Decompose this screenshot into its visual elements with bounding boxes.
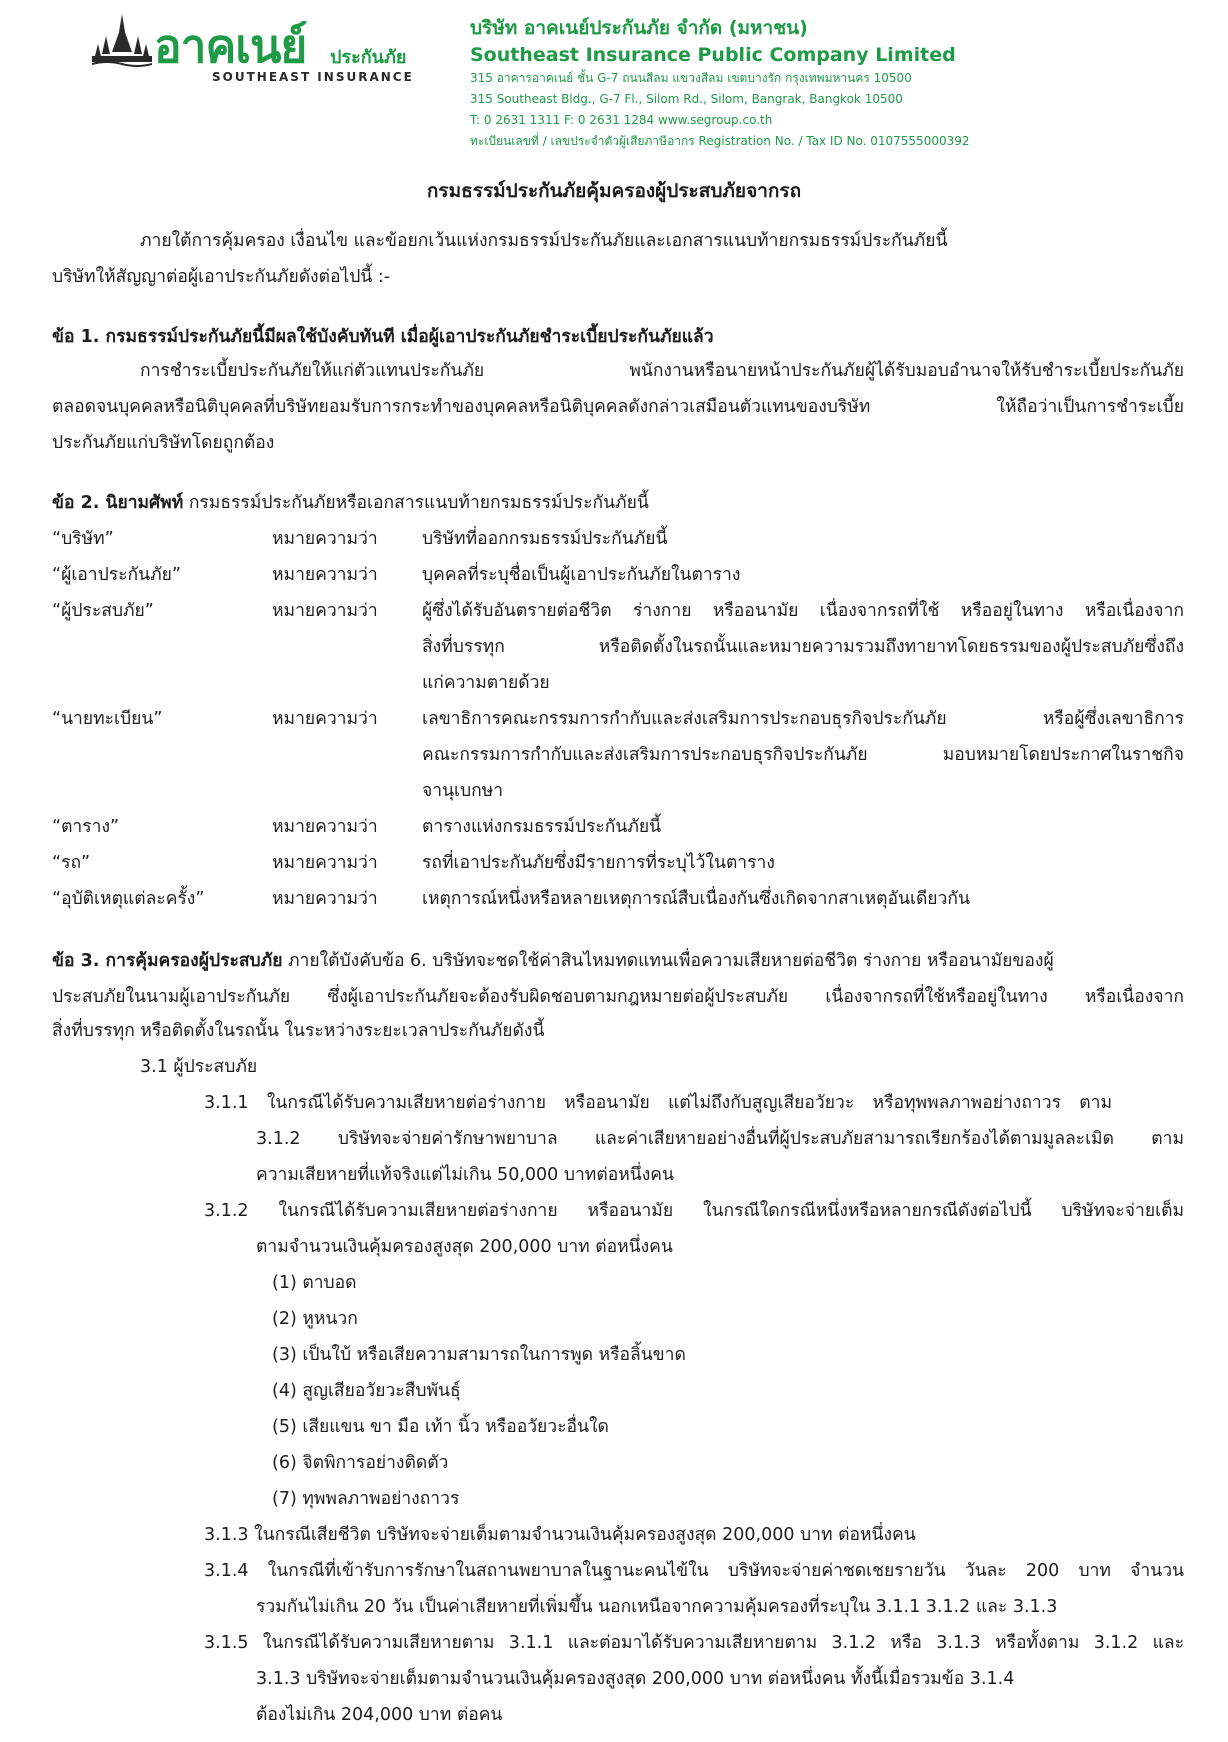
clause1-line: ประกันภัยแก่บริษัทโดยถูกต้อง: [52, 433, 275, 453]
definition-meaning-word: หมายความว่า: [272, 853, 378, 873]
definition-meaning-word: หมายความว่า: [272, 889, 378, 909]
list-item: (3) เป็นใบ้ หรือเสียความสามารถในการพูด หรือลิ้นขาด: [272, 1345, 686, 1365]
clause1-line: ตลอดจนบุคคลหรือนิติบุคคลที่บริษัทยอมรับการกระทำของบุคคลหรือนิติบุคคลดังกล่าวเสมือนตัวแทนของบริษัท ให้ถือว่าเป็นการชำระเบี้ย: [52, 397, 1184, 417]
clause3-heading-rest: ภายใต้บังคับข้อ 6. บริษัทจะชดใช้ค่าสินไหมทดแทนเพื่อความเสียหายต่อชีวิต ร่างกาย หรืออนามัยของผู้: [282, 951, 1054, 971]
logo-thai-text: อาคเนย์: [154, 19, 307, 73]
clause1-line: การชำระเบี้ยประกันภัยให้แก่ตัวแทนประกันภัย พนักงานหรือนายหน้าประกันภัยผู้ได้รับมอบอำนาจให้รับชำระเบี้ยประกันภัย: [140, 361, 1184, 381]
definition-term: “ผู้เอาประกันภัย”: [52, 565, 181, 585]
definition-meaning-word: หมายความว่า: [272, 817, 378, 837]
definition-text: เลขาธิการคณะกรรมการกำกับและส่งเสริมการประกอบธุรกิจประกันภัย หรือผู้ซึ่งเลขาธิการ: [422, 709, 1184, 729]
list-item: (1) ตาบอด: [272, 1273, 357, 1293]
list-item: (2) หูหนวก: [272, 1309, 358, 1329]
company-info: [470, 14, 1210, 152]
address-en: 315 Southeast Bldg., G-7 Fl., Silom Rd., Silom, Bangrak, Bangkok 10500: [470, 92, 903, 106]
list-item: (4) สูญเสียอวัยวะสืบพันธุ์: [272, 1381, 461, 1401]
company-name-th: บริษัท อาคเนย์ประกันภัย จำกัด (มหาชน): [470, 17, 808, 39]
logo-thai-small-text: ประกันภัย: [330, 47, 407, 68]
intro-line: ภายใต้การคุ้มครอง เงื่อนไข และข้อยกเว้นแห่งกรมธรรม์ประกันภัยและเอกสารแนบท้ายกรมธรรม์ประกันภัยนี้: [140, 231, 948, 251]
list-item: (7) ทุพพลภาพอย่างถาวร: [272, 1489, 460, 1509]
clause3-line: สิ่งที่บรรทุก หรือติดตั้งในรถนั้น ในระหว่างระยะเวลาประกันภัยดังนี้: [52, 1021, 545, 1041]
definition-text: บุคคลที่ระบุชื่อเป็นผู้เอาประกันภัยในตาราง: [422, 565, 741, 585]
definition-text: รถที่เอาประกันภัยซึ่งมีรายการที่ระบุไว้ในตาราง: [422, 853, 775, 873]
item-3-1-2-line: ตามจำนวนเงินคุ้มครองสูงสุด 200,000 บาท ต่อหนึ่งคน: [256, 1237, 673, 1257]
item-3-1-1-line: 3.1.1 ในกรณีได้รับความเสียหายต่อร่างกาย หรืออนามัย แต่ไม่ถึงกับสูญเสียอวัยวะ หรือทุพพลภาพอย่างถาวร ตาม: [204, 1093, 1112, 1113]
definition-meaning-word: หมายความว่า: [272, 601, 378, 621]
item-3-1-4-line: 3.1.4 ในกรณีที่เข้ารับการรักษาในสถานพยาบาลในฐานะคนไข้ใน บริษัทจะจ่ายค่าชดเชยรายวัน วันละ 200 บาท จำนวน: [204, 1561, 1184, 1581]
definition-meaning-word: หมายความว่า: [272, 529, 378, 549]
definition-meaning-word: หมายความว่า: [272, 565, 378, 585]
intro-line: บริษัทให้สัญญาต่อผู้เอาประกันภัยดังต่อไปนี้ :-: [52, 267, 391, 287]
clause3-heading-bold: ข้อ 3. การคุ้มครองผู้ประสบภัย: [52, 951, 283, 971]
definition-term: “อุบัติเหตุแต่ละครั้ง”: [52, 889, 205, 909]
clause2-heading: [52, 488, 649, 516]
clause1-heading: ข้อ 1. กรมธรรม์ประกันภัยนี้มีผลใช้บังคับทันที เมื่อผู้เอาประกันภัยชำระเบี้ยประกันภัยแล้ว: [52, 327, 714, 347]
definition-text: สิ่งที่บรรทุก หรือติดตั้งในรถนั้นและหมายความรวมถึงทายาทโดยธรรมของผู้ประสบภัยซึ่งถึง: [422, 637, 1184, 657]
address-th: 315 อาคารอาคเนย์ ชั้น G-7 ถนนสีลม แขวงสีลม เขตบางรัก กรุงเทพมหานคร 10500: [470, 71, 912, 85]
item-3-1-5-line: ต้องไม่เกิน 204,000 บาท ต่อคน: [256, 1705, 503, 1725]
definition-text: คณะกรรมการกำกับและส่งเสริมการประกอบธุรกิจประกันภัย มอบหมายโดยประกาศในราชกิจ: [422, 745, 1184, 765]
definition-text: จานุเบกษา: [422, 781, 504, 801]
company-logo: [92, 14, 422, 84]
item-3-1-1-line: ความเสียหายที่แท้จริงแต่ไม่เกิน 50,000 บาทต่อหนึ่งคน: [256, 1165, 674, 1185]
definition-text: ผู้ซึ่งได้รับอันตรายต่อชีวิต ร่างกาย หรืออนามัย เนื่องจากรถที่ใช้ หรืออยู่ในทาง หรือเนื่องจาก: [422, 601, 1184, 621]
definition-term: “ผู้ประสบภัย”: [52, 601, 154, 621]
temple-logo-icon: [92, 14, 152, 70]
item-3-1-2-line: 3.1.2 ในกรณีได้รับความเสียหายต่อร่างกาย หรืออนามัย ในกรณีใดกรณีหนึ่งหรือหลายกรณีดังต่อไปนี้ บริษัทจะจ่ายเต็ม: [204, 1201, 1184, 1221]
definition-meaning-word: หมายความว่า: [272, 709, 378, 729]
contact-line: T: 0 2631 1311 F: 0 2631 1284 www.segroup.co.th: [470, 113, 773, 127]
item-3-1-4-line: รวมกันไม่เกิน 20 วัน เป็นค่าเสียหายที่เพิ่มขึ้น นอกเหนือจากความคุ้มครองที่ระบุใน 3.1.1 3.1.2 และ 3.1.3: [256, 1597, 1058, 1617]
definition-text: แก่ความตายด้วย: [422, 673, 550, 693]
definition-term: “บริษัท”: [52, 529, 114, 549]
list-item: (5) เสียแขน ขา มือ เท้า นิ้ว หรืออวัยวะอื่นใด: [272, 1417, 609, 1437]
item-3-1-5-line: 3.1.5 ในกรณีได้รับความเสียหายตาม 3.1.1 และต่อมาได้รับความเสียหายตาม 3.1.2 หรือ 3.1.3 หรือทั้งตาม 3.1.2 และ: [204, 1633, 1184, 1653]
definition-text: บริษัทที่ออกกรมธรรม์ประกันภัยนี้: [422, 529, 668, 549]
list-item: (6) จิตพิการอย่างติดตัว: [272, 1453, 449, 1473]
item-3-1-3-line: 3.1.3 ในกรณีเสียชีวิต บริษัทจะจ่ายเต็มตามจำนวนเงินคุ้มครองสูงสุด 200,000 บาท ต่อหนึ่งคน: [204, 1525, 916, 1545]
definition-text: เหตุการณ์หนึ่งหรือหลายเหตุการณ์สืบเนื่องกันซึ่งเกิดจากสาเหตุอันเดียวกัน: [422, 889, 970, 909]
item-3-1-1-line: 3.1.2 บริษัทจะจ่ายค่ารักษาพยาบาล และค่าเสียหายอย่างอื่นที่ผู้ประสบภัยสามารถเรียกร้องได้ตามมูลละเมิด ตาม: [256, 1129, 1184, 1149]
clause2-heading-bold: ข้อ 2. นิยามศัพท์: [52, 493, 184, 513]
clause3-heading: [52, 946, 1054, 974]
clause3-line: ประสบภัยในนามผู้เอาประกันภัย ซึ่งผู้เอาประกันภัยจะต้องรับผิดชอบตามกฎหมายต่อผู้ประสบภัย เนื่องจากรถที่ใช้หรืออยู่ในทาง หรือเนื่องจาก: [52, 987, 1184, 1007]
section-3-1-heading: 3.1 ผู้ประสบภัย: [140, 1057, 258, 1077]
clause2-heading-rest: กรมธรรม์ประกันภัยหรือเอกสารแนบท้ายกรมธรรม์ประกันภัยนี้: [183, 493, 649, 513]
page-title: กรมธรรม์ประกันภัยคุ้มครองผู้ประสบภัยจากรถ: [426, 180, 802, 202]
definition-term: “ตาราง”: [52, 817, 120, 837]
definition-term: “นายทะเบียน”: [52, 709, 163, 729]
item-3-1-5-line: 3.1.3 บริษัทจะจ่ายเต็มตามจำนวนเงินคุ้มครองสูงสุด 200,000 บาท ต่อหนึ่งคน ทั้งนี้เมื่อรวมข้อ 3.1.4: [256, 1669, 1015, 1689]
definition-term: “รถ”: [52, 853, 91, 873]
logo-english-text: SOUTHEAST INSURANCE: [212, 70, 414, 84]
definition-text: ตารางแห่งกรมธรรม์ประกันภัยนี้: [422, 817, 662, 837]
company-name-en: Southeast Insurance Public Company Limited: [470, 44, 956, 66]
registration-line: ทะเบียนเลขที่ / เลขประจำตัวผู้เสียภาษีอากร Registration No. / Tax ID No. 0107555000392: [470, 134, 970, 148]
